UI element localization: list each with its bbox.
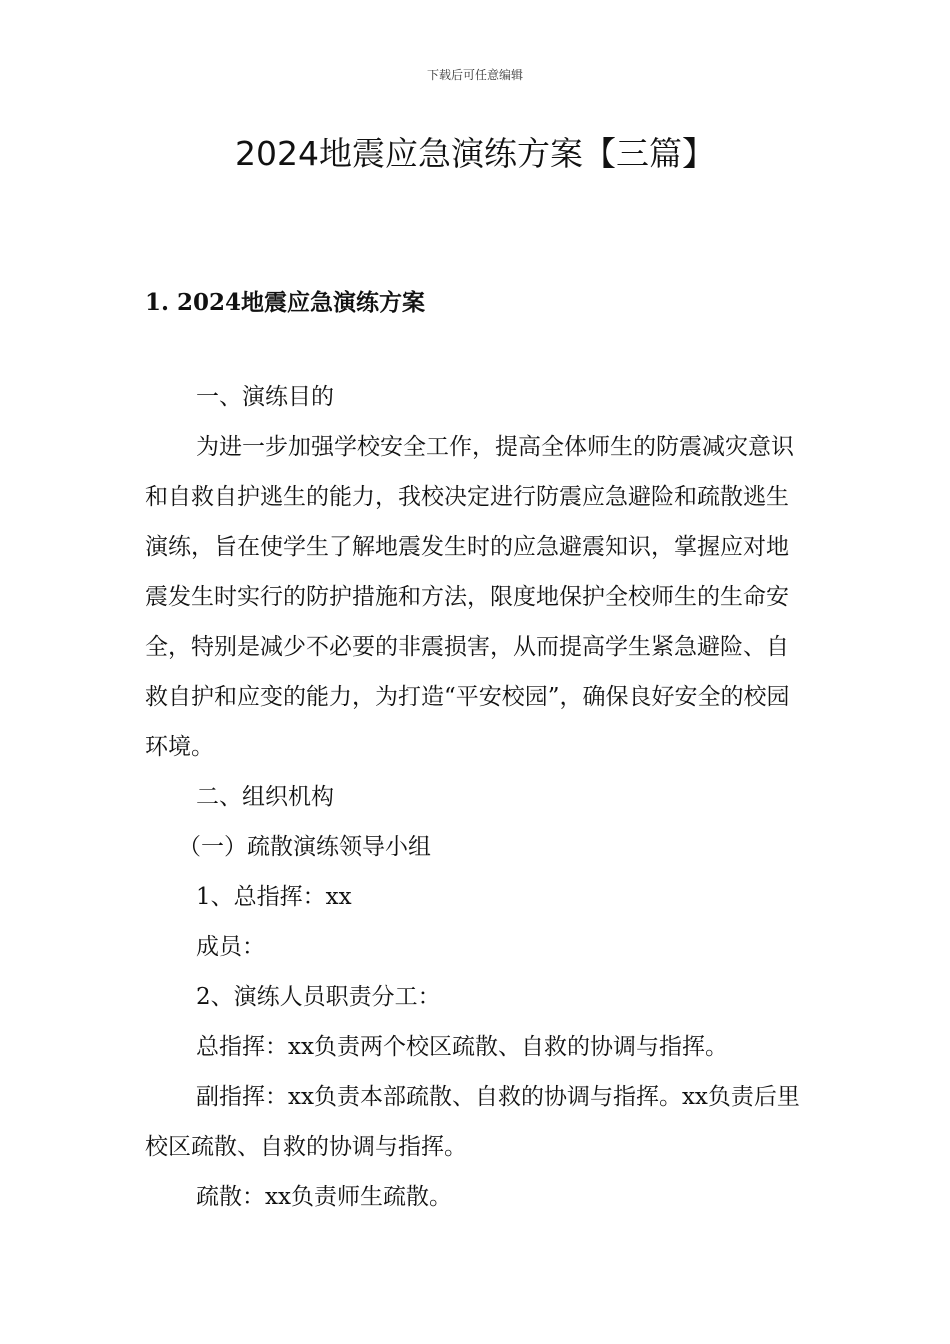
evacuation-duty: 疏散：xx负责师生疏散。 xyxy=(196,1184,452,1210)
deputy-commander-duty: 副指挥：xx负责本部疏散、自救的协调与指挥。xx负责后里校区疏散、自救的协调与指挥。 xyxy=(145,1084,800,1160)
purpose-paragraph: 为进一步加强学校安全工作，提高全体师生的防震减灾意识和自救自护逃生的能力，我校决定进行防震应急避险和疏散逃生演练，旨在使学生了解地震发生时的应急避震知识，掌握应对地震发生时实行的防护措施和方法，限度地保护全校师生的生命安全，特别是减少不必要的非震损害，从而提高学生紧急避险、自救自护和应变的能力，为打造“平安校园”，确保良好安全的校园环境。 xyxy=(145,434,794,760)
heading-drill-purpose: 一、演练目的 xyxy=(196,384,334,410)
commander-duty: 总指挥：xx负责两个校区疏散、自救的协调与指挥。 xyxy=(196,1034,728,1060)
document-body xyxy=(145,372,810,1222)
duties-heading: 2、演练人员职责分工： xyxy=(196,984,441,1010)
subheading-leadership-group: （一）疏散演练领导小组 xyxy=(178,834,431,860)
document-title: 2024地震应急演练方案【三篇】 xyxy=(235,134,715,173)
section-heading: 1. 2024地震应急演练方案 xyxy=(145,289,426,316)
commander-line: 1、总指挥：xx xyxy=(196,884,352,910)
header-note: 下载后可任意编辑 xyxy=(426,68,523,82)
members-line: 成员： xyxy=(196,934,265,960)
heading-organization: 二、组织机构 xyxy=(196,784,334,810)
